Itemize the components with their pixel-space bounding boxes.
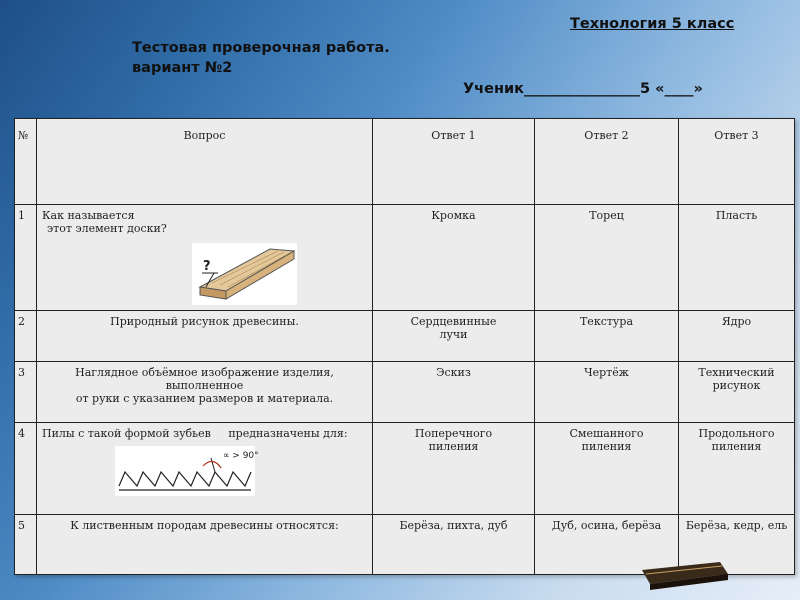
question-text-line2: от руки с указанием размеров и материала.: [75, 392, 334, 405]
question-text-line1: Наглядное объёмное изображение изделия, выполненное: [75, 366, 334, 392]
answer1-line2: лучи: [439, 328, 468, 341]
answer3-line2: пиления: [711, 440, 762, 453]
answer1-line1: Сердцевинные: [410, 315, 497, 328]
answer1-cell: Кромка: [373, 205, 535, 311]
test-title-line1: Тестовая проверочная работа.: [132, 40, 390, 56]
question-cell: [37, 423, 373, 515]
answer2-cell: Текстура: [535, 311, 679, 362]
answer2-cell: [535, 423, 679, 515]
answer3-cell: Берёза, кедр, ель: [679, 515, 795, 575]
question-cell: К лиственным породам древесины относятся:: [37, 515, 373, 575]
question-cell: [37, 205, 373, 311]
answer1-cell: Эскиз: [373, 362, 535, 423]
table-row: [15, 205, 795, 311]
answer3-line1: Продольного: [698, 427, 775, 440]
question-text-line1: Как называется: [42, 209, 135, 222]
column-header-answer2: Ответ 2: [535, 119, 679, 205]
student-field: Ученик________________5 «____»: [463, 81, 703, 97]
answer1-line1: Поперечного: [414, 427, 493, 440]
answer1-cell: [373, 423, 535, 515]
answer3-line1: Технический: [698, 366, 775, 379]
board-figure-label: ?: [203, 259, 211, 274]
question-text-line2: этот элемент доски?: [47, 222, 167, 235]
test-title: [132, 38, 390, 78]
table-row: [15, 362, 795, 423]
answer3-cell: Ядро: [679, 311, 795, 362]
answer1-line2: пиления: [428, 440, 479, 453]
saw-angle-label: ∝ > 90°: [223, 451, 259, 461]
column-header-question: Вопрос: [37, 119, 373, 205]
answer2-line1: Смешанного: [569, 427, 644, 440]
row-number: 1: [15, 205, 37, 311]
answer2-cell: Торец: [535, 205, 679, 311]
test-variant: вариант №2: [132, 60, 233, 76]
answer2-line2: пиления: [581, 440, 632, 453]
book-decoration: [640, 560, 730, 590]
answer1-cell: Берёза, пихта, дуб: [373, 515, 535, 575]
table-row: [15, 311, 795, 362]
row-number: 5: [15, 515, 37, 575]
column-header-answer3: Ответ 3: [679, 119, 795, 205]
column-header-answer1: Ответ 1: [373, 119, 535, 205]
question-cell: [37, 362, 373, 423]
answer2-cell: Чертёж: [535, 362, 679, 423]
subject-heading: Технология 5 класс: [570, 16, 735, 32]
board-edge-illustration: [192, 243, 297, 305]
answer3-cell: Пласть: [679, 205, 795, 311]
answer3-cell: [679, 362, 795, 423]
question-text: Пилы с такой формой зубьев предназначены для:: [42, 427, 348, 440]
row-number: 4: [15, 423, 37, 515]
row-number: 3: [15, 362, 37, 423]
row-number: 2: [15, 311, 37, 362]
answer2-cell: Дуб, осина, берёза: [535, 515, 679, 575]
table-header-row: [15, 119, 795, 205]
table-row: [15, 423, 795, 515]
question-cell: Природный рисунок древесины.: [37, 311, 373, 362]
test-table: [14, 118, 795, 575]
answer3-line2: рисунок: [712, 379, 761, 392]
column-header-number: №: [15, 119, 37, 205]
answer3-cell: [679, 423, 795, 515]
answer1-cell: [373, 311, 535, 362]
saw-teeth-illustration: [115, 446, 259, 496]
